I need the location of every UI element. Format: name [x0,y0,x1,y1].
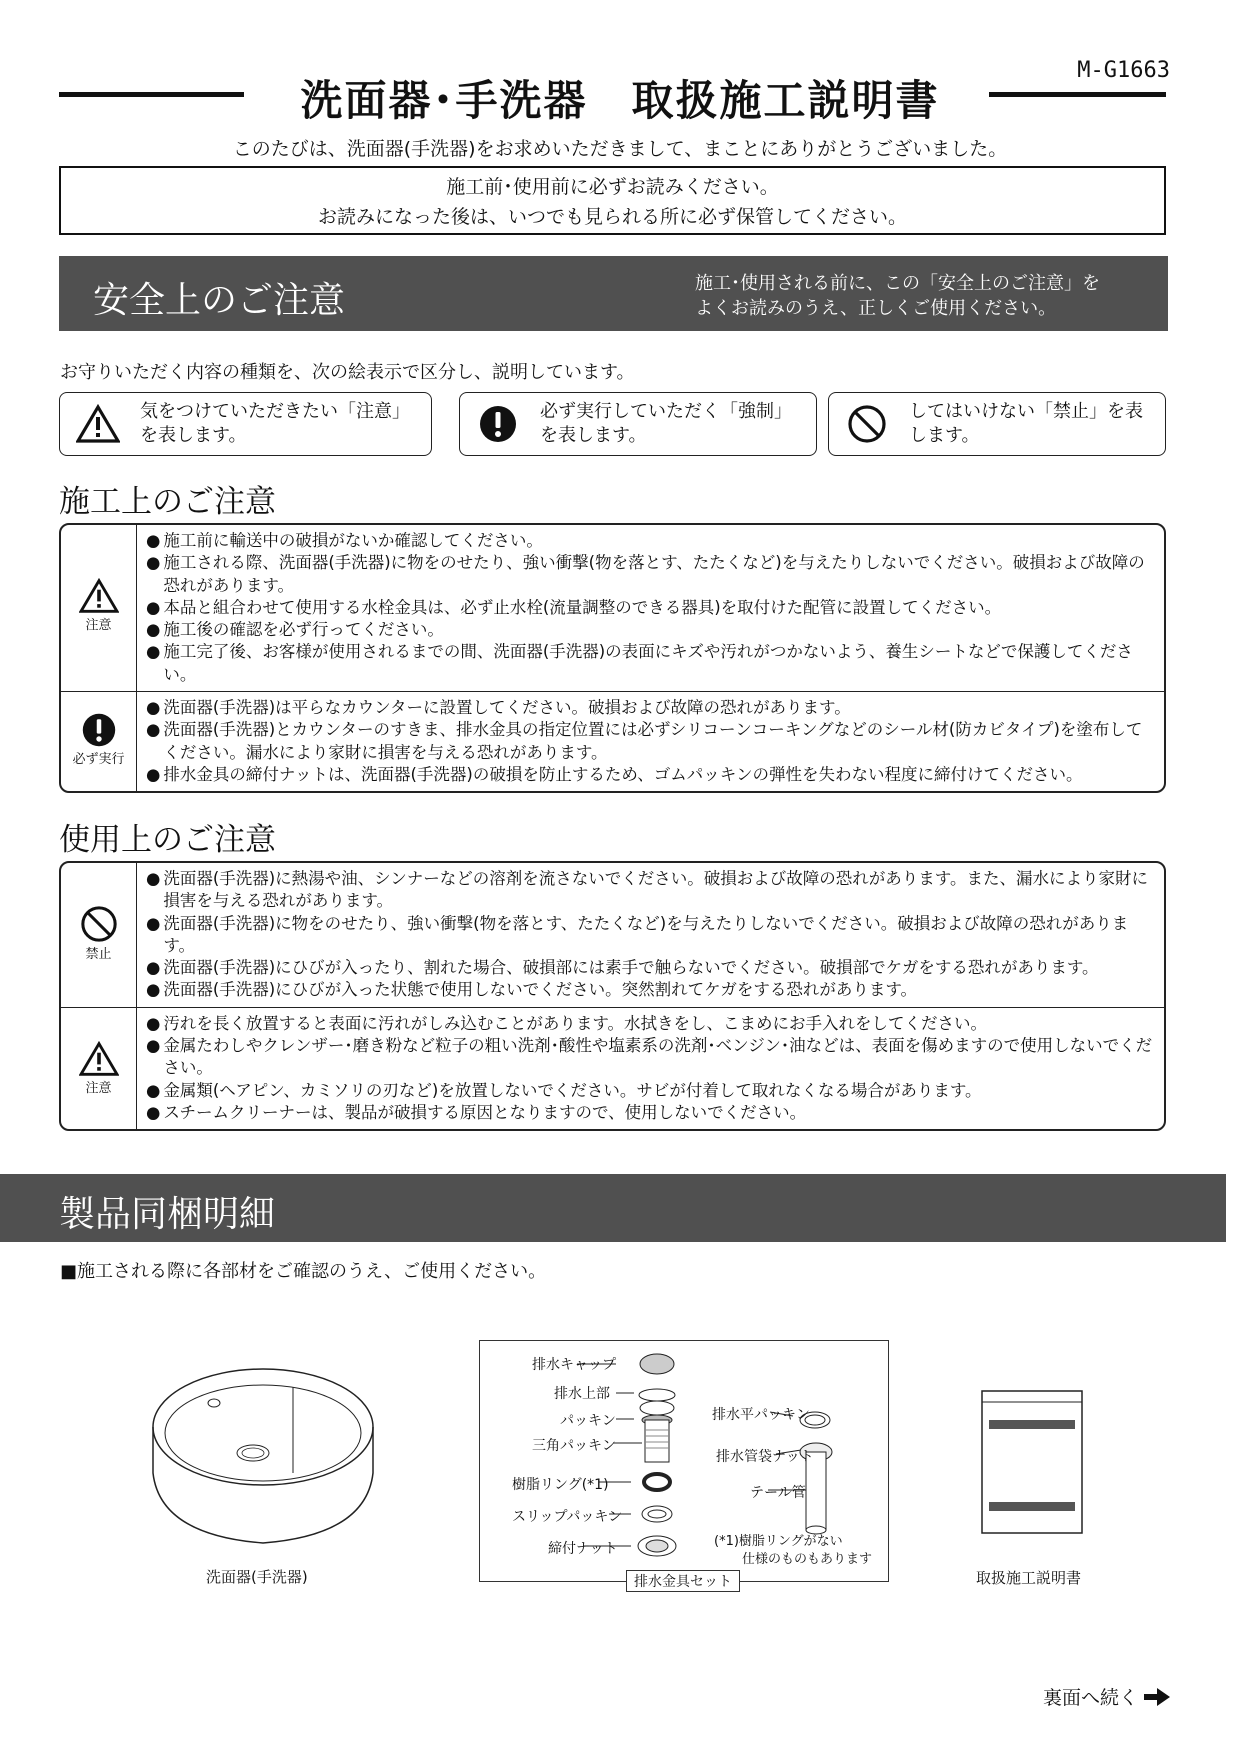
usage-caution-row [61,1007,1164,1129]
legend-caution [59,392,432,456]
basin-illustration [148,1365,378,1549]
notice-line-2: お読みになった後は、いつでも見られる所に必ず保管してください。 [317,206,907,228]
install-precautions-table [59,523,1166,793]
list-item: ● 金属たわしやクレンザー･磨き粉など粒子の粗い洗剤･酸性や塩素系の洗剤･ベンジン･油などは、表面を傷めますので使用しないでください。 [146,1035,1156,1080]
list-item: ● 洗面器(手洗器)は平らなカウンターに設置してください。破損および故障の恐れがあります。 [146,697,1156,719]
safety-note [695,271,1100,321]
part-packing-label: パッキン [560,1413,616,1429]
list-item: ● 洗面器(手洗器)とカウンターのすきま、排水金具の指定位置には必ずシリコーンコーキングなどのシール材(防カビタイプ)を塗布してください。漏水により家財に損害を与える恐れがあります。 [146,719,1156,764]
install-caution-list [61,525,1164,691]
safety-title: 安全上のご注意 [93,280,346,321]
install-caution-row [61,525,1164,691]
warning-triangle-icon [79,1041,119,1077]
mandatory-exclamation-icon [476,404,520,444]
manual-illustration [981,1390,1083,1534]
list-item: ● 洗面器(手洗器)に物をのせたり、強い衝撃(物を落とす、たたくなど)を与えたりしないでください。破損および故障の恐れがあります。 [146,913,1156,958]
part-bag-nut-label: 排水管袋ナット [716,1449,814,1465]
safety-note-line-2: よくお読みのうえ、正しくご使用ください。 [695,298,1057,319]
legend-mandatory-text: 必ず実行していただく「強制」を表します。 [540,401,792,446]
contents-title: 製品同梱明細 [59,1194,276,1235]
install-caution-icon-cell [61,525,137,691]
caution-label: 注意 [85,618,112,633]
part-drain-upper-label: 排水上部 [554,1386,610,1402]
install-heading: 施工上のご注意 [59,484,276,520]
list-item: ● 汚れを長く放置すると表面に汚れがしみ込むことがあります。水拭きをし、こまめにお手入れをしてください。 [146,1013,1156,1035]
page-title: 洗面器･手洗器 取扱施工説明書 [300,76,940,125]
list-item: ● 洗面器(手洗器)にひびが入ったり、割れた場合、破損部には素手で触らないでください。破損部でケガをする恐れがあります。 [146,957,1156,979]
list-item: ● 金属類(ヘアピン、カミソリの刃など)を放置しないでください。サビが付着して取れなくなる場合があります。 [146,1080,1156,1102]
usage-prohibit-list [61,863,1164,1007]
install-mandatory-icon-cell [61,692,137,791]
safety-section-header [59,256,1168,331]
usage-prohibit-icon-cell [61,863,137,1007]
usage-caution-icon-cell [61,1008,137,1129]
drain-set-caption: 排水金具セット [626,1570,740,1592]
list-item: ● スチームクリーナーは、製品が破損する原因となりますので、使用しないでください。 [146,1102,1156,1124]
arrow-right-icon [1144,1688,1170,1706]
usage-caution-list [61,1008,1164,1129]
notice-line-1: 施工前･使用前に必ずお読みください。 [446,176,779,198]
list-item: ● 洗面器(手洗器)に熱湯や油、シンナーなどの溶剤を流さないでください。破損および故障の恐れがあります。また、漏水により家財に損害を与える恐れがあります。 [146,868,1156,913]
basin-caption: 洗面器(手洗器) [206,1568,308,1586]
mandatory-exclamation-icon [79,712,119,748]
contents-section-header [0,1174,1226,1242]
usage-heading: 使用上のご注意 [59,822,276,858]
symbol-intro-text: お守りいただく内容の種類を、次の絵表示で区分し、説明しています。 [60,362,635,383]
continue-text: 裏面へ続く [1042,1687,1138,1709]
list-item: ● 施工前に輸送中の破損がないか確認してください。 [146,530,1156,552]
legend-prohibition [828,392,1166,456]
part-tightening-nut-label: 締付ナット [548,1541,618,1557]
prohibit-label: 禁止 [85,947,112,962]
read-notice-box [59,166,1166,235]
part-footnote-line-1: (*1)樹脂リングがない [714,1534,843,1549]
warning-triangle-icon [79,578,119,614]
document-code: M-G1663 [1077,58,1170,83]
part-footnote-line-2: 仕様のものもあります [742,1552,873,1567]
list-item: ● 本品と組合わせて使用する水栓金具は、必ず止水栓(流量調整のできる器具)を取付けた配管に設置してください。 [146,597,1156,619]
legend-mandatory [459,392,817,456]
list-item: ● 施工後の確認を必ず行ってください。 [146,619,1156,641]
mandatory-label: 必ず実行 [72,752,125,768]
part-resin-ring-label: 樹脂リング(*1) [512,1477,609,1493]
manual-caption: 取扱施工説明書 [976,1569,1082,1587]
part-drain-cap-label: 排水キャップ [532,1357,616,1373]
prohibition-icon [845,404,889,444]
list-item: ● 洗面器(手洗器)にひびが入った状態で使用しないでください。突然割れてケガをする恐れがあります。 [146,979,1156,1001]
usage-precautions-table [59,861,1166,1131]
legend-prohibition-text: してはいけない「禁止」を表します。 [909,401,1143,446]
warning-triangle-icon [76,404,120,444]
caution-label: 注意 [85,1080,112,1096]
install-mandatory-row [61,691,1164,791]
prohibition-icon [78,905,120,943]
part-triangle-packing-label: 三角パッキン [532,1438,616,1454]
install-mandatory-list [61,692,1164,791]
thanks-message: このたびは、洗面器(手洗器)をお求めいただきまして、まことにありがとうございました。 [232,138,1008,160]
legend-caution-text: 気をつけていただきたい「注意」を表します。 [140,401,410,446]
list-item: ● 施工完了後、お客様が使用されるまでの間、洗面器(手洗器)の表面にキズや汚れがつかないよう、養生シートなどで保護してください。 [146,641,1156,686]
part-slip-packing-label: スリップパッキン [512,1509,623,1525]
continue-on-back [1043,1683,1170,1710]
list-item: ● 排水金具の締付ナットは、洗面器(手洗器)の破損を防止するため、ゴムパッキンの弾性を失わない程度に締付けてください。 [146,764,1156,786]
part-tail-pipe-label: テール管 [750,1485,806,1501]
part-flat-packing-label: 排水平パッキン [712,1407,810,1423]
contents-note: ■施工される際に各部材をご確認のうえ、ご使用ください。 [60,1261,547,1282]
safety-note-line-1: 施工･使用される前に、この「安全上のご注意」を [695,273,1100,294]
list-item: ● 施工される際、洗面器(手洗器)に物をのせたり、強い衝撃(物を落とす、たたくなど)を与えたりしないでください。破損および故障の恐れがあります。 [146,552,1156,597]
usage-prohibit-row [61,863,1164,1007]
